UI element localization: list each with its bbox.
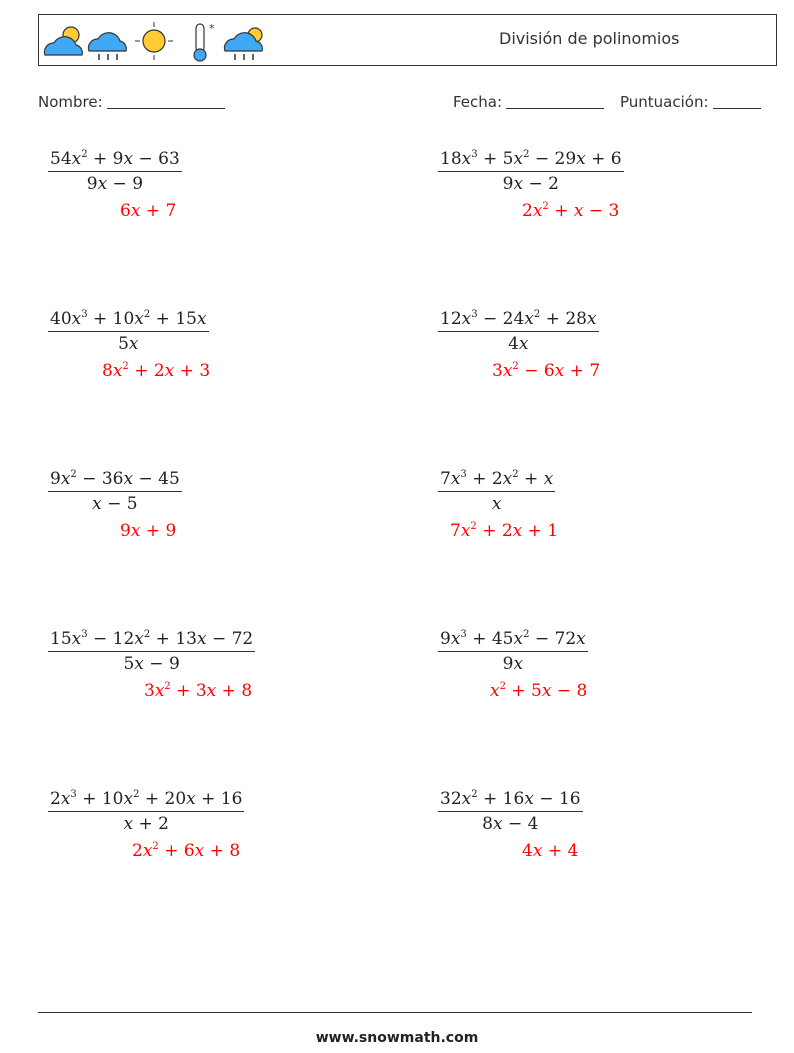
fraction [438, 467, 555, 516]
problem-8 [428, 627, 758, 717]
fraction [48, 307, 209, 356]
footer-site[interactable]: www.snowmath.com [315, 1030, 479, 1046]
answer: 4x + 4 [522, 841, 579, 861]
denominator: 8x − 4 [482, 814, 539, 834]
numerator: $2x^3 + 10x^2 + 20x + 16$ [48, 787, 244, 812]
denominator: 9x − 2 [502, 174, 559, 194]
problem-7 [38, 627, 368, 717]
name-label: Nombre: [38, 93, 103, 111]
cloud-sun-icon [44, 27, 82, 55]
fraction [438, 787, 583, 836]
denominator: 4x [508, 334, 529, 354]
svg-text:*: * [209, 22, 215, 35]
problem-5 [38, 467, 368, 557]
fraction [48, 147, 182, 196]
answer: $3x^2 - 6x + 7$ [492, 361, 601, 381]
answer: $8x^2 + 2x + 3$ [102, 361, 211, 381]
numerator: $12x^3 - 24x^2 + 28x$ [438, 307, 599, 332]
answer: $2x^2 + x - 3$ [522, 201, 620, 221]
fraction [438, 147, 624, 196]
answer: $2x^2 + 6x + 8$ [132, 841, 241, 861]
rain-cloud-sun-icon [224, 28, 262, 60]
weather-icons [41, 19, 271, 63]
numerator: $7x^3 + 2x^2 + x$ [438, 467, 555, 492]
denominator: x − 5 [92, 494, 138, 514]
fraction [48, 467, 182, 516]
numerator: $18x^3 + 5x^2 - 29x + 6$ [438, 147, 624, 172]
denominator: 5x − 9 [123, 654, 180, 674]
thermometer-icon [194, 22, 215, 61]
answer: $7x^2 + 2x + 1$ [450, 521, 559, 541]
sun-icon [135, 22, 173, 60]
problem-9 [38, 787, 368, 877]
score-field [620, 93, 761, 111]
answer: 6x + 7 [120, 201, 177, 221]
date-field [453, 93, 604, 111]
fraction [48, 787, 244, 836]
denominator: 9x [502, 654, 524, 674]
numerator: $15x^3 - 12x^2 + 13x - 72$ [48, 627, 255, 652]
problem-6 [428, 467, 758, 557]
worksheet-header [38, 14, 777, 66]
score-label: Puntuación: [620, 93, 709, 111]
answer: $3x^2 + 3x + 8$ [144, 681, 253, 701]
rain-cloud-icon [88, 33, 126, 60]
denominator: 5x [118, 334, 139, 354]
problem-10 [428, 787, 758, 877]
numerator: $32x^2 + 16x - 16$ [438, 787, 583, 812]
problem-3 [38, 307, 368, 397]
answer: $x^2 + 5x - 8$ [490, 681, 588, 701]
fraction [48, 627, 255, 676]
problem-2 [428, 147, 758, 237]
fraction [438, 627, 588, 676]
numerator: $9x^2 - 36x - 45$ [48, 467, 182, 492]
denominator: x [491, 494, 502, 514]
numerator: $9x^3 + 45x^2 - 72x$ [438, 627, 588, 652]
numerator: $54x^2 + 9x - 63$ [48, 147, 182, 172]
denominator: x + 2 [123, 814, 169, 834]
name-field [38, 93, 225, 111]
worksheet-title: División de polinomios [499, 29, 680, 48]
denominator: 9x − 9 [86, 174, 144, 194]
date-blank[interactable] [506, 94, 604, 109]
name-blank[interactable] [107, 94, 225, 109]
footer-divider [38, 1012, 752, 1013]
problem-4 [428, 307, 758, 397]
problem-1 [38, 147, 368, 237]
fraction [438, 307, 599, 356]
answer: 9x + 9 [120, 521, 177, 541]
score-blank[interactable] [713, 94, 761, 109]
numerator: $40x^3 + 10x^2 + 15x$ [48, 307, 209, 332]
date-label: Fecha: [453, 93, 503, 111]
